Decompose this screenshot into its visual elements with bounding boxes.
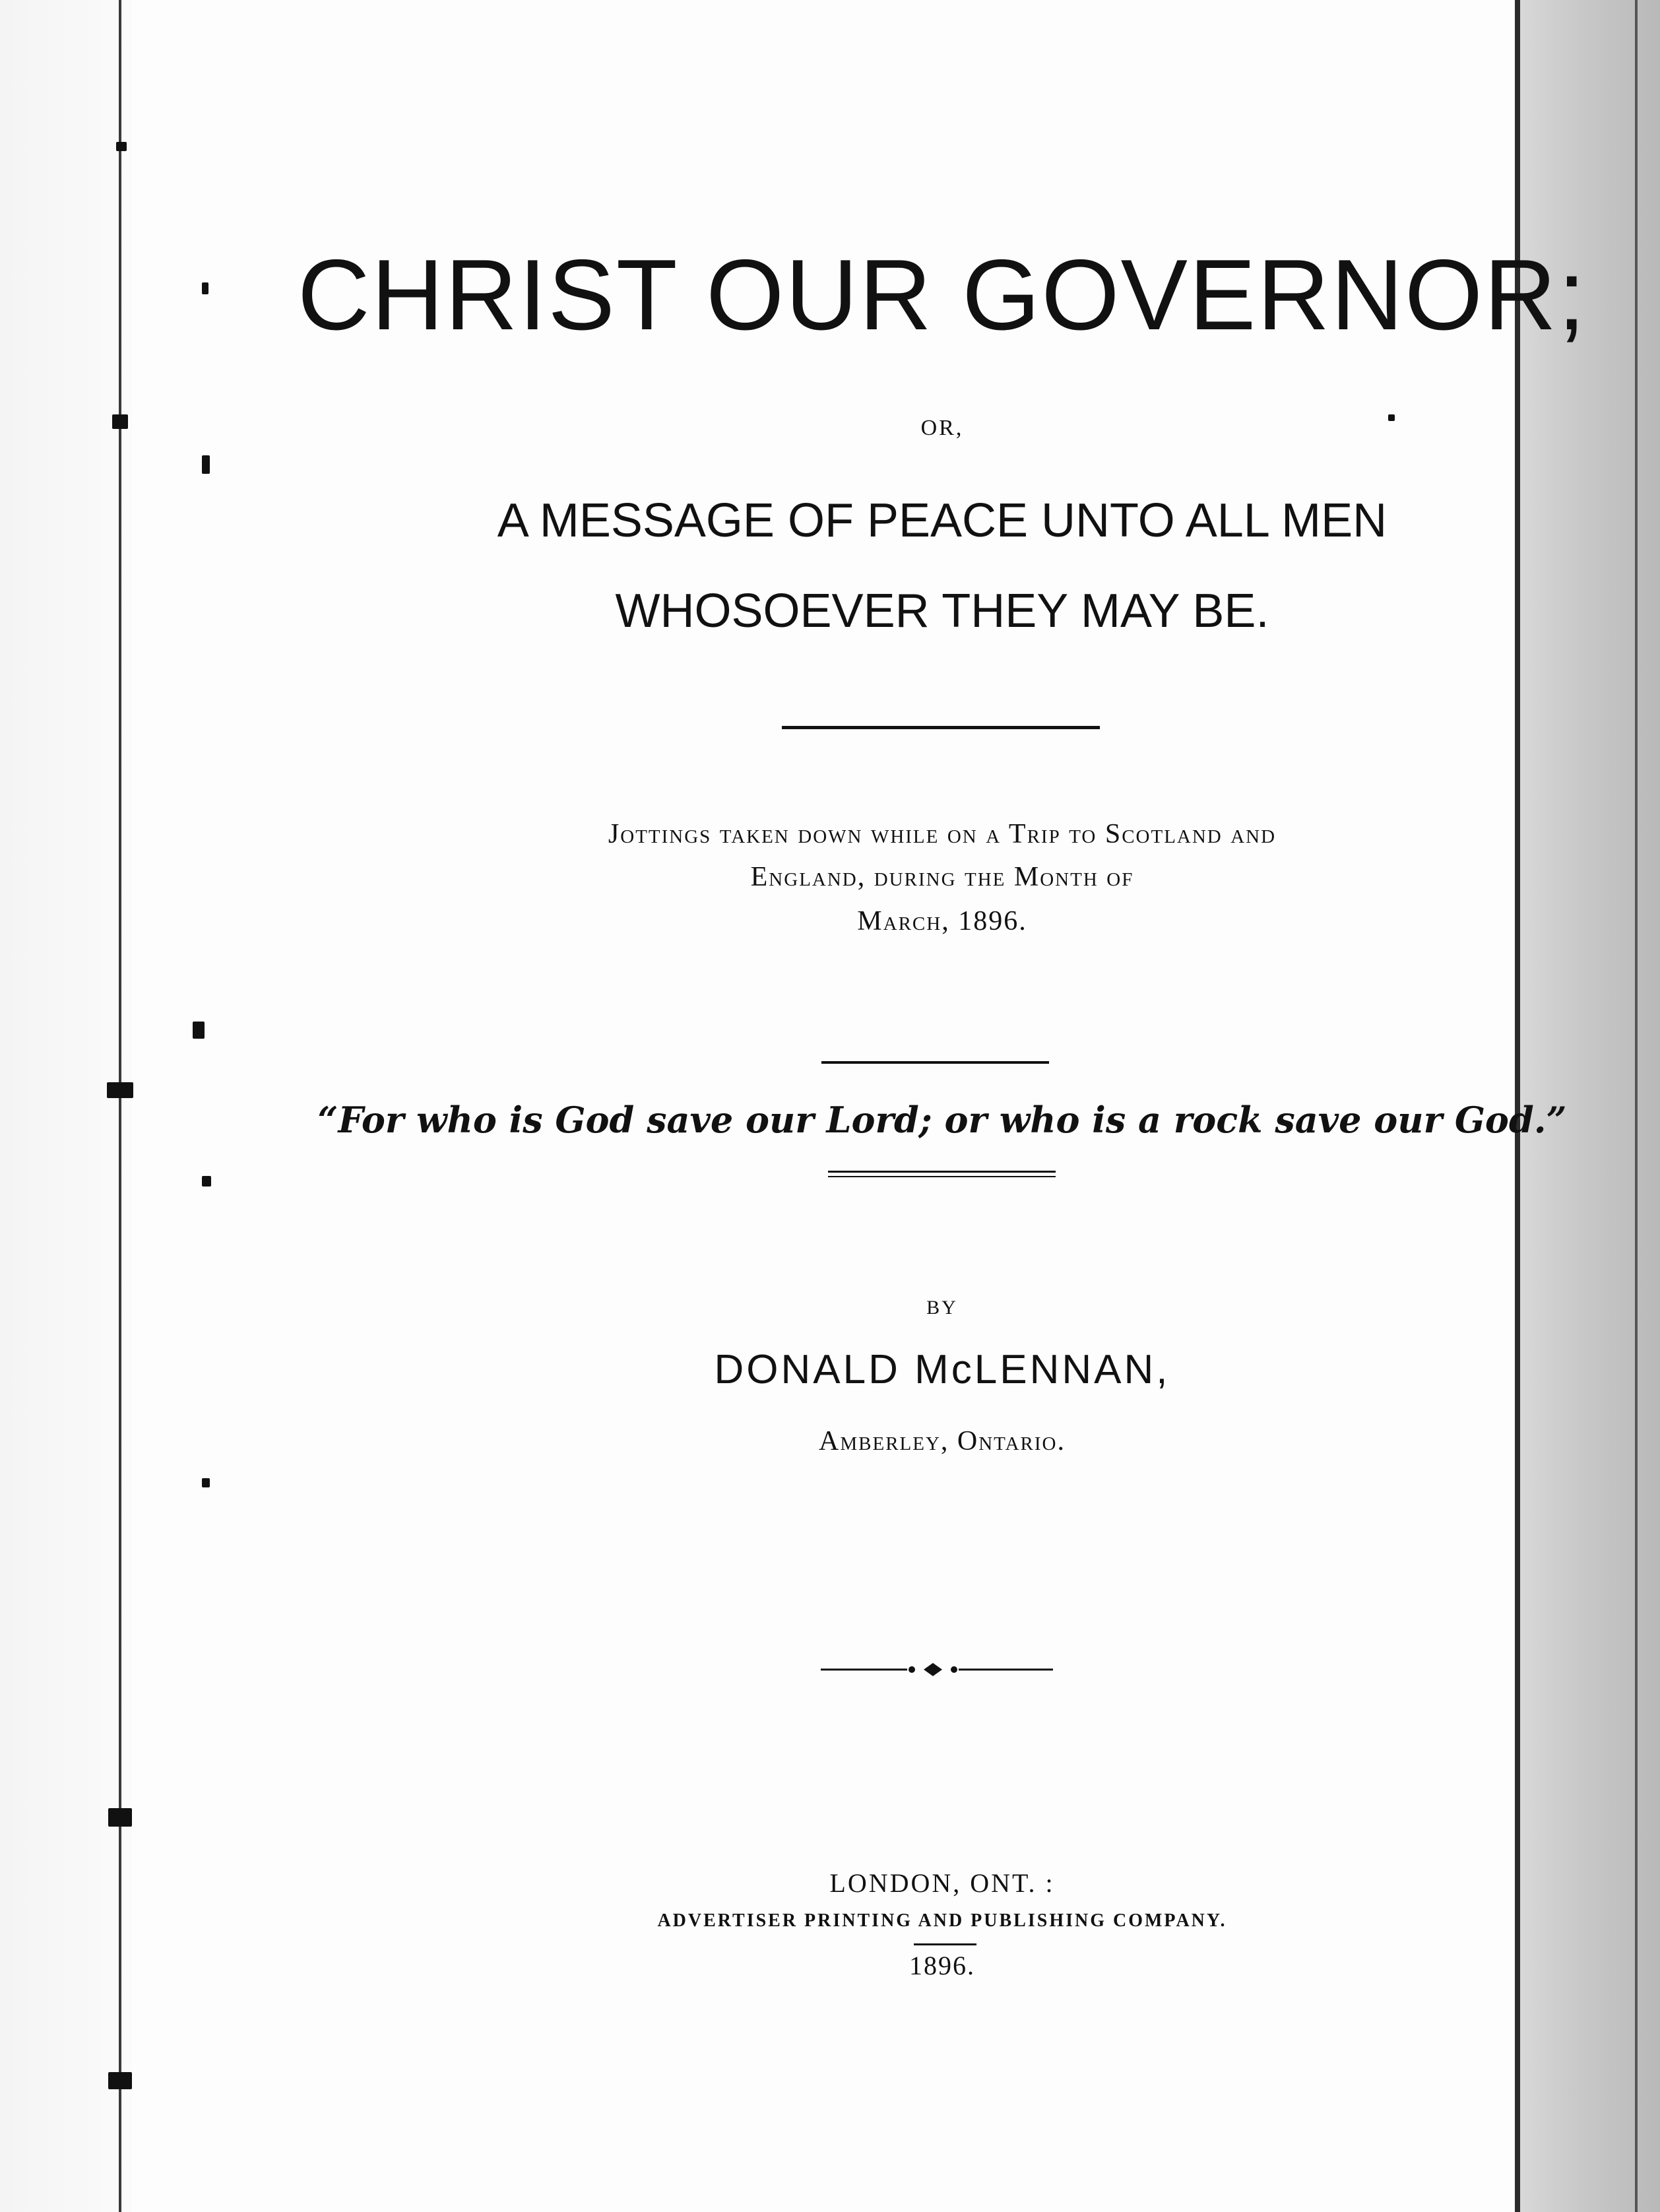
title-conjunction: OR, — [920, 416, 964, 440]
epigraph: “For who is God save our Lord; or who is a rock save our God.” — [317, 1099, 1567, 1141]
imprint-city: LONDON, ONT. : — [829, 1868, 1055, 1898]
author-place: Amberley, Ontario. — [819, 1426, 1066, 1456]
subtitle-line-2: WHOSOEVER THEY MAY BE. — [615, 585, 1269, 637]
author-name: DONALD McLENNAN, — [714, 1347, 1170, 1392]
jottings-line-3: March, 1896. — [857, 906, 1027, 936]
divider-rule — [828, 1176, 1056, 1177]
ornament-divider — [818, 1656, 1056, 1683]
subtitle-line-1: A MESSAGE OF PEACE UNTO ALL MEN — [497, 494, 1388, 547]
divider-rule — [782, 726, 1100, 729]
gutter-speck — [193, 1022, 205, 1039]
divider-rule — [828, 1171, 1056, 1173]
imprint-printer: ADVERTISER PRINTING AND PUBLISHING COMPANY. — [657, 1910, 1227, 1931]
jottings-line-1: Jottings taken down while on a Trip to Scotland and — [608, 819, 1277, 849]
book-title: CHRIST OUR GOVERNOR; — [297, 239, 1587, 351]
gutter-speck — [107, 1082, 133, 1098]
gutter-speck — [202, 1478, 210, 1487]
imprint-rule — [914, 1943, 976, 1945]
byline-by: BY — [926, 1297, 958, 1318]
gutter-speck — [116, 142, 127, 151]
gutter-speck — [202, 455, 210, 474]
jottings-line-2: England, during the Month of — [750, 862, 1134, 892]
gutter-speck — [108, 1808, 132, 1827]
gutter-speck — [202, 1176, 211, 1187]
imprint-year: 1896. — [909, 1951, 975, 1980]
divider-rule — [821, 1061, 1049, 1064]
gutter-speck — [108, 2072, 132, 2089]
